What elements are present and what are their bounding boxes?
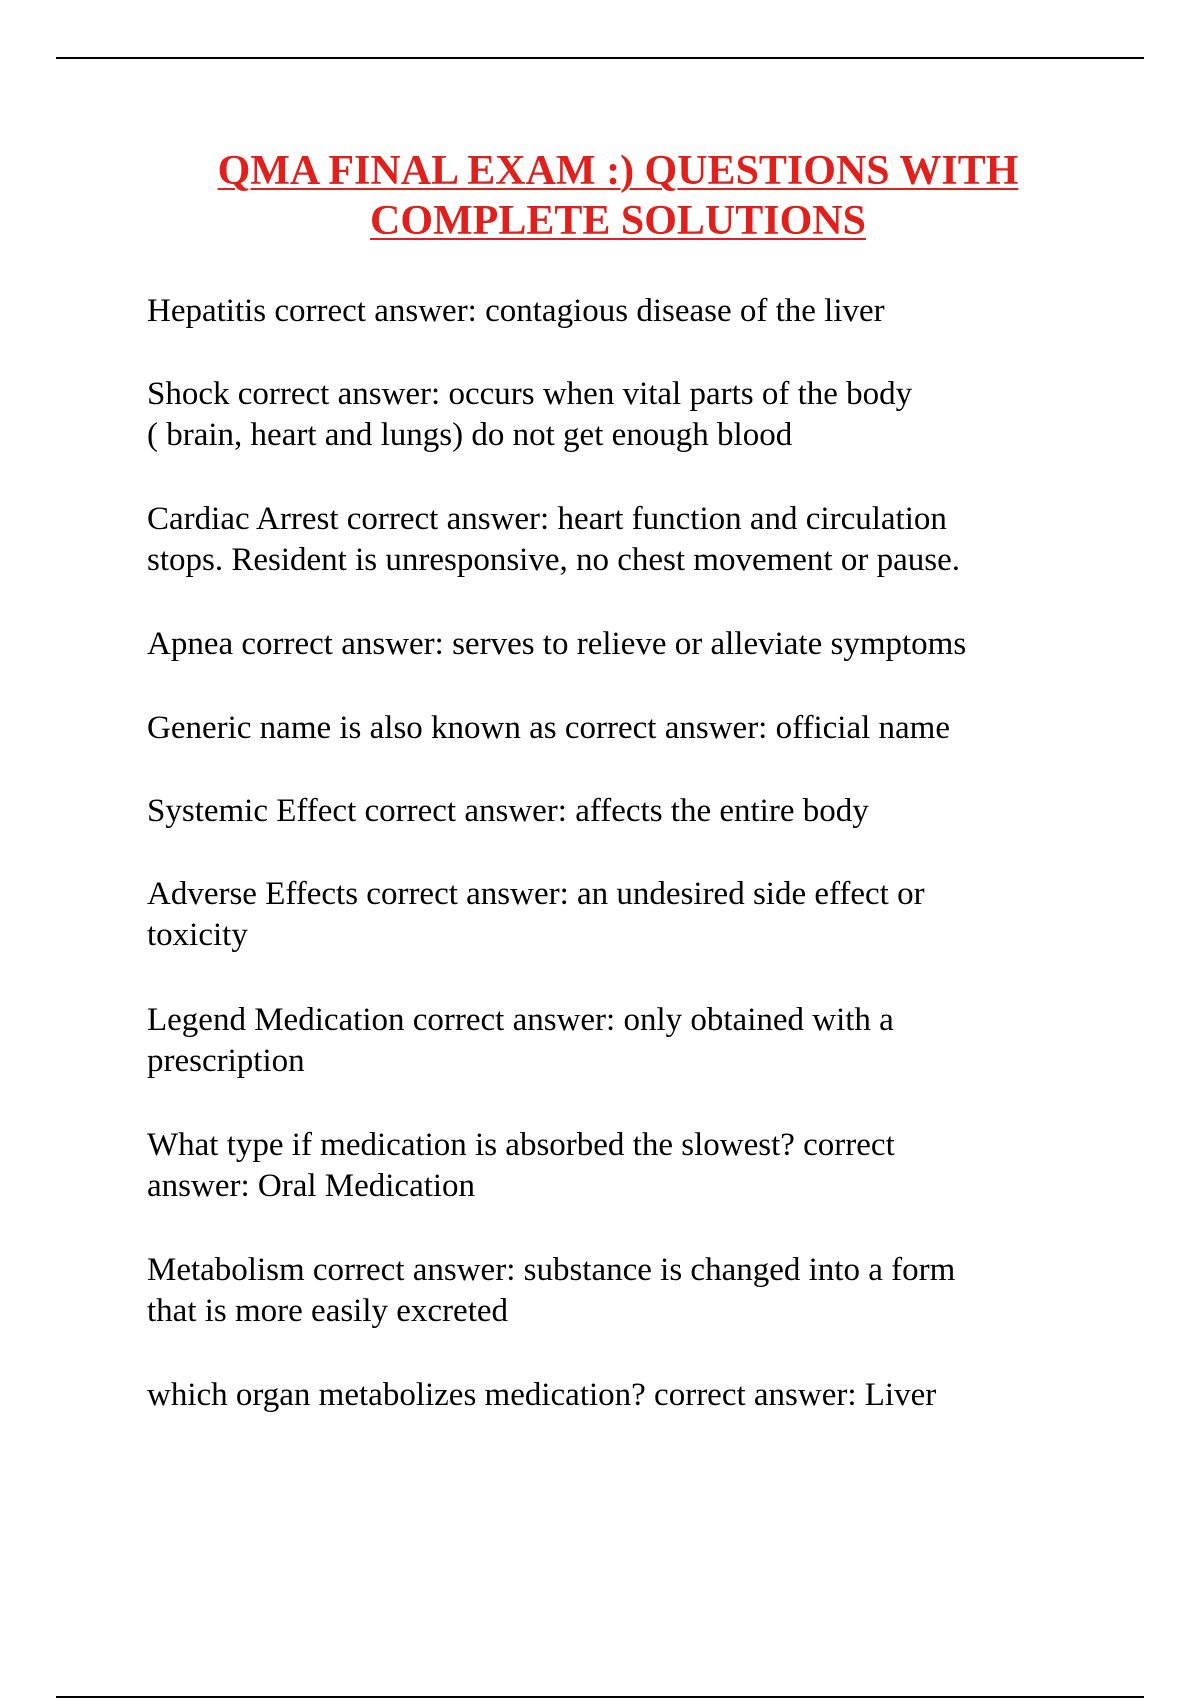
qa-line: Shock correct answer: occurs when vital parts of the body <box>147 376 913 412</box>
document-title <box>150 146 1086 246</box>
qa-item-metabolism <box>147 1250 1087 1332</box>
qa-item-apnea <box>147 624 1087 665</box>
qa-line: Legend Medication correct answer: only obtained with a <box>147 1002 894 1038</box>
qa-item-shock <box>147 374 1087 456</box>
qa-line: which organ metabolizes medication? correct answer: Liver <box>147 1377 937 1413</box>
qa-item-adverse-effects <box>147 874 1087 956</box>
bottom-rule <box>56 1696 1144 1698</box>
qa-item-cardiac-arrest <box>147 499 1087 581</box>
qa-line: Generic name is also known as correct answer: official name <box>147 710 950 746</box>
qa-item-legend-medication <box>147 1000 1087 1082</box>
qa-line: answer: Oral Medication <box>147 1168 476 1204</box>
qa-line: Systemic Effect correct answer: affects the entire body <box>147 793 869 829</box>
qa-line: Hepatitis correct answer: contagious disease of the liver <box>147 293 885 329</box>
qa-item-metabolizing-organ <box>147 1375 1087 1416</box>
qa-line: stops. Resident is unresponsive, no chest movement or pause. <box>147 542 960 578</box>
title-line-2: COMPLETE SOLUTIONS <box>370 198 866 244</box>
title-line-1: QMA FINAL EXAM :) QUESTIONS WITH <box>217 148 1019 194</box>
qa-line: prescription <box>147 1043 305 1079</box>
qa-line: Adverse Effects correct answer: an undesired side effect or <box>147 876 925 912</box>
qa-item-hepatitis <box>147 291 1087 332</box>
qa-item-generic-name <box>147 708 1087 749</box>
qa-line: Apnea correct answer: serves to relieve or alleviate symptoms <box>147 626 967 662</box>
qa-line: toxicity <box>147 917 248 953</box>
qa-line: What type if medication is absorbed the slowest? correct <box>147 1127 895 1163</box>
qa-line: that is more easily excreted <box>147 1293 509 1329</box>
qa-item-absorption <box>147 1125 1087 1207</box>
top-rule <box>56 57 1144 59</box>
qa-line: Cardiac Arrest correct answer: heart function and circulation <box>147 501 947 537</box>
qa-item-systemic-effect <box>147 791 1087 832</box>
qa-line: ( brain, heart and lungs) do not get enough blood <box>147 417 793 453</box>
qa-line: Metabolism correct answer: substance is changed into a form <box>147 1252 956 1288</box>
